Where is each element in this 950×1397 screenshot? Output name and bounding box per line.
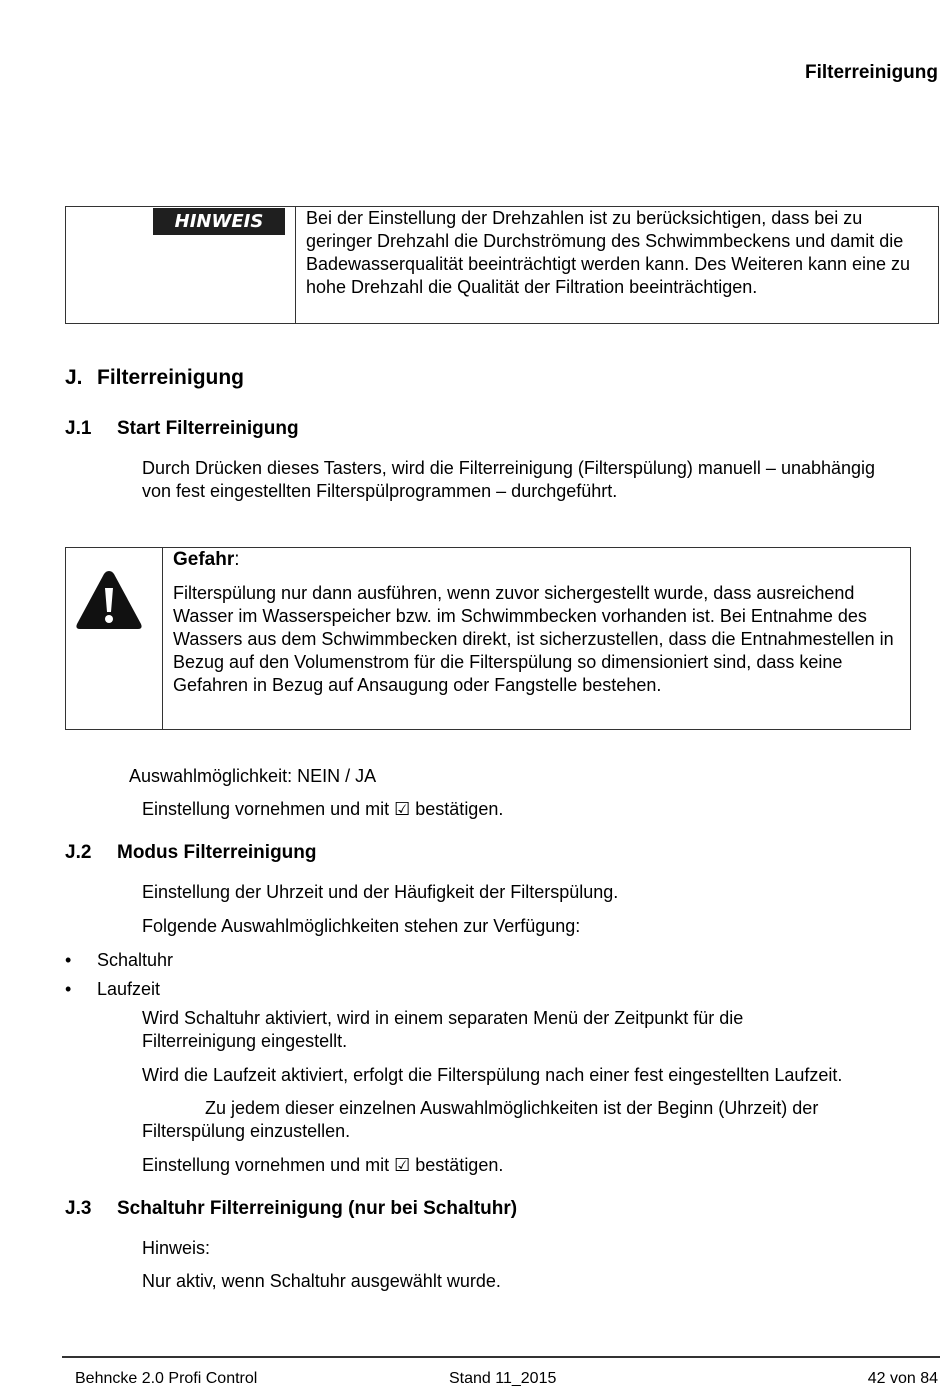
danger-text: Filterspülung nur dann ausführen, wenn zuvor sichergestellt wurde, dass ausreichend Wasser im Wasserspeicher bzw. im Schwimmbecken vorhanden ist. Bei Entnahme des Wassers aus dem Schwimmbecken direkt, ist sicherzustellen, dass die Entnahmestellen in Bezug auf den Volumenstrom für die Filterspülung so dimensioniert sind, dass keine Gefahren in Bezug auf Ansaugung oder Fangstelle bestehen. bbox=[173, 583, 894, 695]
section-number: J. bbox=[65, 366, 83, 389]
section-heading-j bbox=[65, 366, 244, 390]
j2-paragraph-1: Einstellung der Uhrzeit und der Häufigkeit der Filterspülung. bbox=[142, 882, 619, 902]
subsection-number: J.1 bbox=[65, 418, 92, 439]
footer-rule bbox=[62, 1356, 940, 1358]
j3-paragraph-1: Hinweis: bbox=[142, 1238, 211, 1258]
j1-paragraph: Durch Drücken dieses Tasters, wird die Filterreinigung (Filterspülung) manuell – unabhängig von fest eingestellten Filterspülprogrammen – durchgeführt. bbox=[142, 458, 876, 501]
subsection-title: Modus Filterreinigung bbox=[117, 842, 317, 863]
list-item bbox=[65, 979, 160, 1000]
hinweis-badge: HINWEIS bbox=[153, 208, 285, 235]
footer-product: Behncke 2.0 Profi Control bbox=[75, 1370, 258, 1387]
danger-title-label: Gefahr bbox=[173, 549, 235, 570]
j1-selection: Auswahlmöglichkeit: NEIN / JA bbox=[129, 766, 377, 786]
subsection-title: Start Filterreinigung bbox=[117, 418, 299, 439]
j3-paragraph-2: Nur aktiv, wenn Schaltuhr ausgewählt wurde. bbox=[142, 1271, 501, 1291]
page-header-title: Filterreinigung bbox=[805, 62, 938, 83]
j2-paragraph-4: Wird die Laufzeit aktiviert, erfolgt die Filterspülung nach einer fest eingestellten Laufzeit. bbox=[142, 1065, 843, 1085]
danger-divider bbox=[162, 548, 163, 729]
j2-paragraph-6: Einstellung vornehmen und mit ☑ bestätigen. bbox=[142, 1155, 504, 1175]
subsection-number: J.2 bbox=[65, 842, 92, 863]
bullet-icon: • bbox=[65, 950, 72, 970]
section-title: Filterreinigung bbox=[97, 366, 244, 389]
list-item-label: Schaltuhr bbox=[97, 950, 174, 970]
footer-page-number: 42 von 84 bbox=[867, 1370, 938, 1387]
bullet-icon: • bbox=[65, 979, 72, 999]
danger-title-colon: : bbox=[234, 549, 240, 570]
hinweis-box bbox=[65, 206, 939, 324]
subsection-number: J.3 bbox=[65, 1198, 92, 1219]
j2-paragraph-2: Folgende Auswahlmöglichkeiten stehen zur Verfügung: bbox=[142, 916, 581, 936]
j2-paragraph-3: Wird Schaltuhr aktiviert, wird in einem separaten Menü der Zeitpunkt für die Filterreinigung eingestellt. bbox=[142, 1008, 744, 1051]
danger-box bbox=[65, 547, 911, 730]
j2-paragraph-5: Zu jedem dieser einzelnen Auswahlmöglichkeiten ist der Beginn (Uhrzeit) der Filterspülung einzustellen. bbox=[142, 1098, 819, 1141]
subsection-heading-j1 bbox=[65, 418, 299, 440]
danger-title bbox=[173, 549, 240, 571]
warning-triangle-icon bbox=[74, 568, 144, 637]
subsection-heading-j2 bbox=[65, 842, 317, 864]
j1-confirm: Einstellung vornehmen und mit ☑ bestätigen. bbox=[142, 799, 504, 819]
hinweis-text: Bei der Einstellung der Drehzahlen ist zu berücksichtigen, dass bei zu geringer Drehzahl die Durchströmung des Schwimmbeckens und damit die Badewasserqualität beeinträchtigt werden kann. Des Weiteren kann eine zu hohe Drehzahl die Qualität der Filtration beeinträchtigen. bbox=[306, 208, 911, 297]
subsection-heading-j3 bbox=[65, 1198, 517, 1220]
list-item-label: Laufzeit bbox=[97, 979, 161, 999]
subsection-title: Schaltuhr Filterreinigung (nur bei Schaltuhr) bbox=[117, 1198, 518, 1219]
list-item bbox=[65, 950, 173, 971]
hinweis-divider bbox=[295, 207, 296, 323]
footer-version: Stand 11_2015 bbox=[449, 1370, 557, 1387]
